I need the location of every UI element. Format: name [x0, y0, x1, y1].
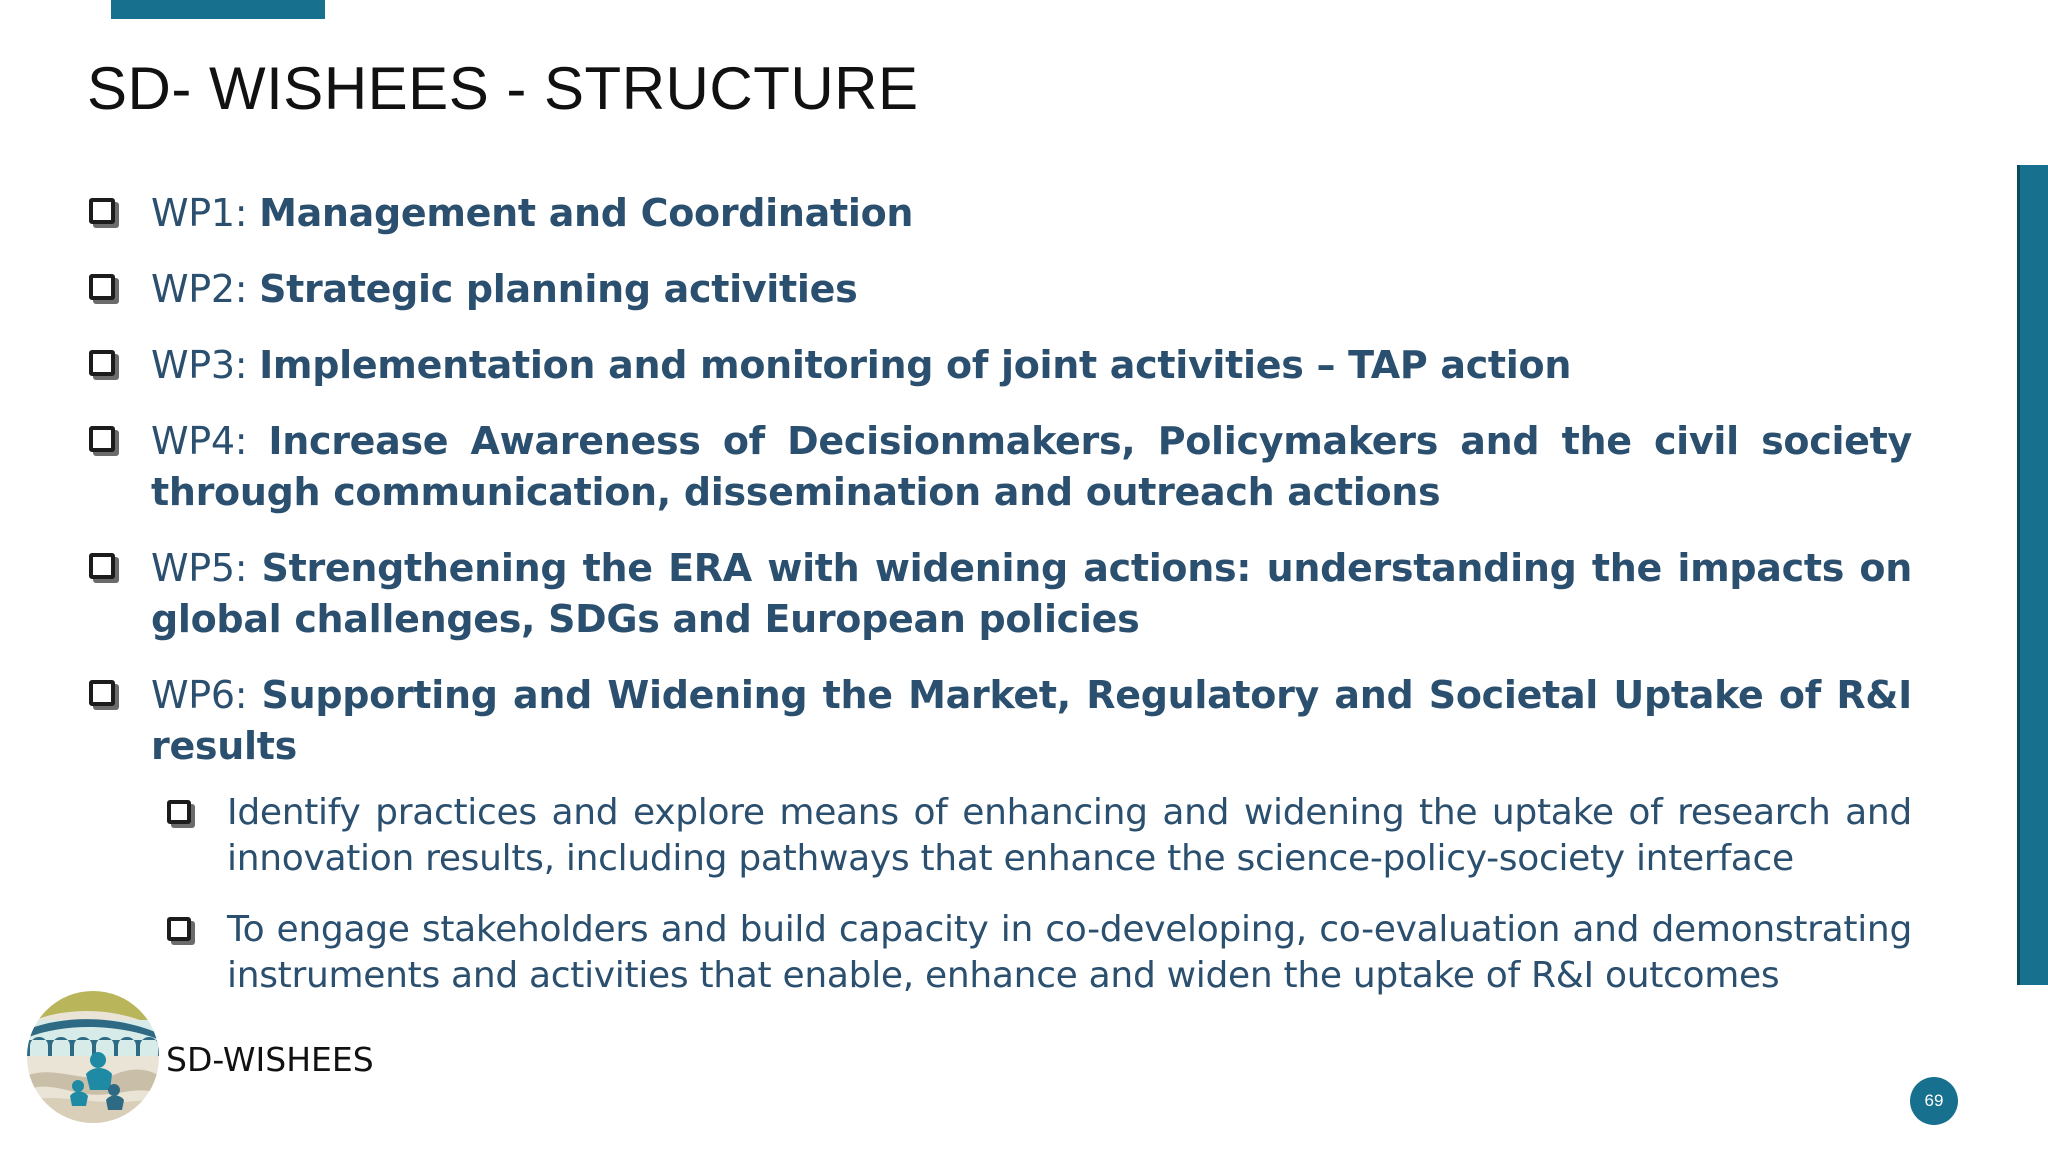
wp-title: Strengthening the ERA with widening actions: understanding the impacts on global challenges, SDGs and European policies	[151, 546, 1912, 641]
slide-title: SD- WISHEES - STRUCTURE	[87, 55, 919, 122]
wp-code: WP1:	[151, 191, 260, 235]
list-item-wp4	[87, 416, 1912, 518]
sub-item-text: To engage stakeholders and build capacity in co-developing, co-evaluation and demonstrating instruments and activities that enable, enhance and widen the uptake of R&I outcomes	[227, 909, 1912, 996]
checkbox-bullet-icon	[167, 917, 191, 941]
top-accent-bar	[111, 0, 325, 19]
wp-title: Increase Awareness of Decisionmakers, Policymakers and the civil society through communication, dissemination and outreach actions	[151, 419, 1912, 514]
list-item-wp2	[87, 264, 1912, 315]
page-number-badge: 69	[1910, 1077, 1958, 1125]
checkbox-bullet-icon	[89, 680, 115, 706]
list-item-wp6	[87, 670, 1912, 772]
checkbox-bullet-icon	[89, 553, 115, 579]
wp-code: WP5:	[151, 546, 262, 590]
checkbox-bullet-icon	[89, 350, 115, 376]
sub-list-item	[87, 907, 1912, 999]
checkbox-bullet-icon	[89, 426, 115, 452]
wp-title: Strategic planning activities	[259, 267, 858, 311]
work-package-list	[87, 188, 1912, 1024]
logo-text: SD-WISHEES	[166, 1040, 374, 1079]
checkbox-bullet-icon	[89, 198, 115, 224]
sub-item-text: Identify practices and explore means of enhancing and widening the uptake of research and innovation results, including pathways that enhance the science-policy-society interface	[227, 792, 1912, 879]
sub-list-item	[87, 790, 1912, 882]
wp-code: WP3:	[151, 343, 260, 387]
list-item-wp1	[87, 188, 1912, 239]
wp-code: WP6:	[151, 673, 262, 717]
wp-code: WP4:	[151, 419, 269, 463]
list-item-wp3	[87, 340, 1912, 391]
list-item-wp5	[87, 543, 1912, 645]
sd-wishees-logo-icon	[26, 990, 160, 1124]
wp-title: Supporting and Widening the Market, Regulatory and Societal Uptake of R&I results	[151, 673, 1912, 768]
wp-title: Implementation and monitoring of joint activities – TAP action	[259, 343, 1572, 387]
wp-code: WP2:	[151, 267, 260, 311]
checkbox-bullet-icon	[167, 800, 191, 824]
wp-title: Management and Coordination	[259, 191, 914, 235]
checkbox-bullet-icon	[89, 274, 115, 300]
right-accent-bar	[2017, 165, 2048, 985]
